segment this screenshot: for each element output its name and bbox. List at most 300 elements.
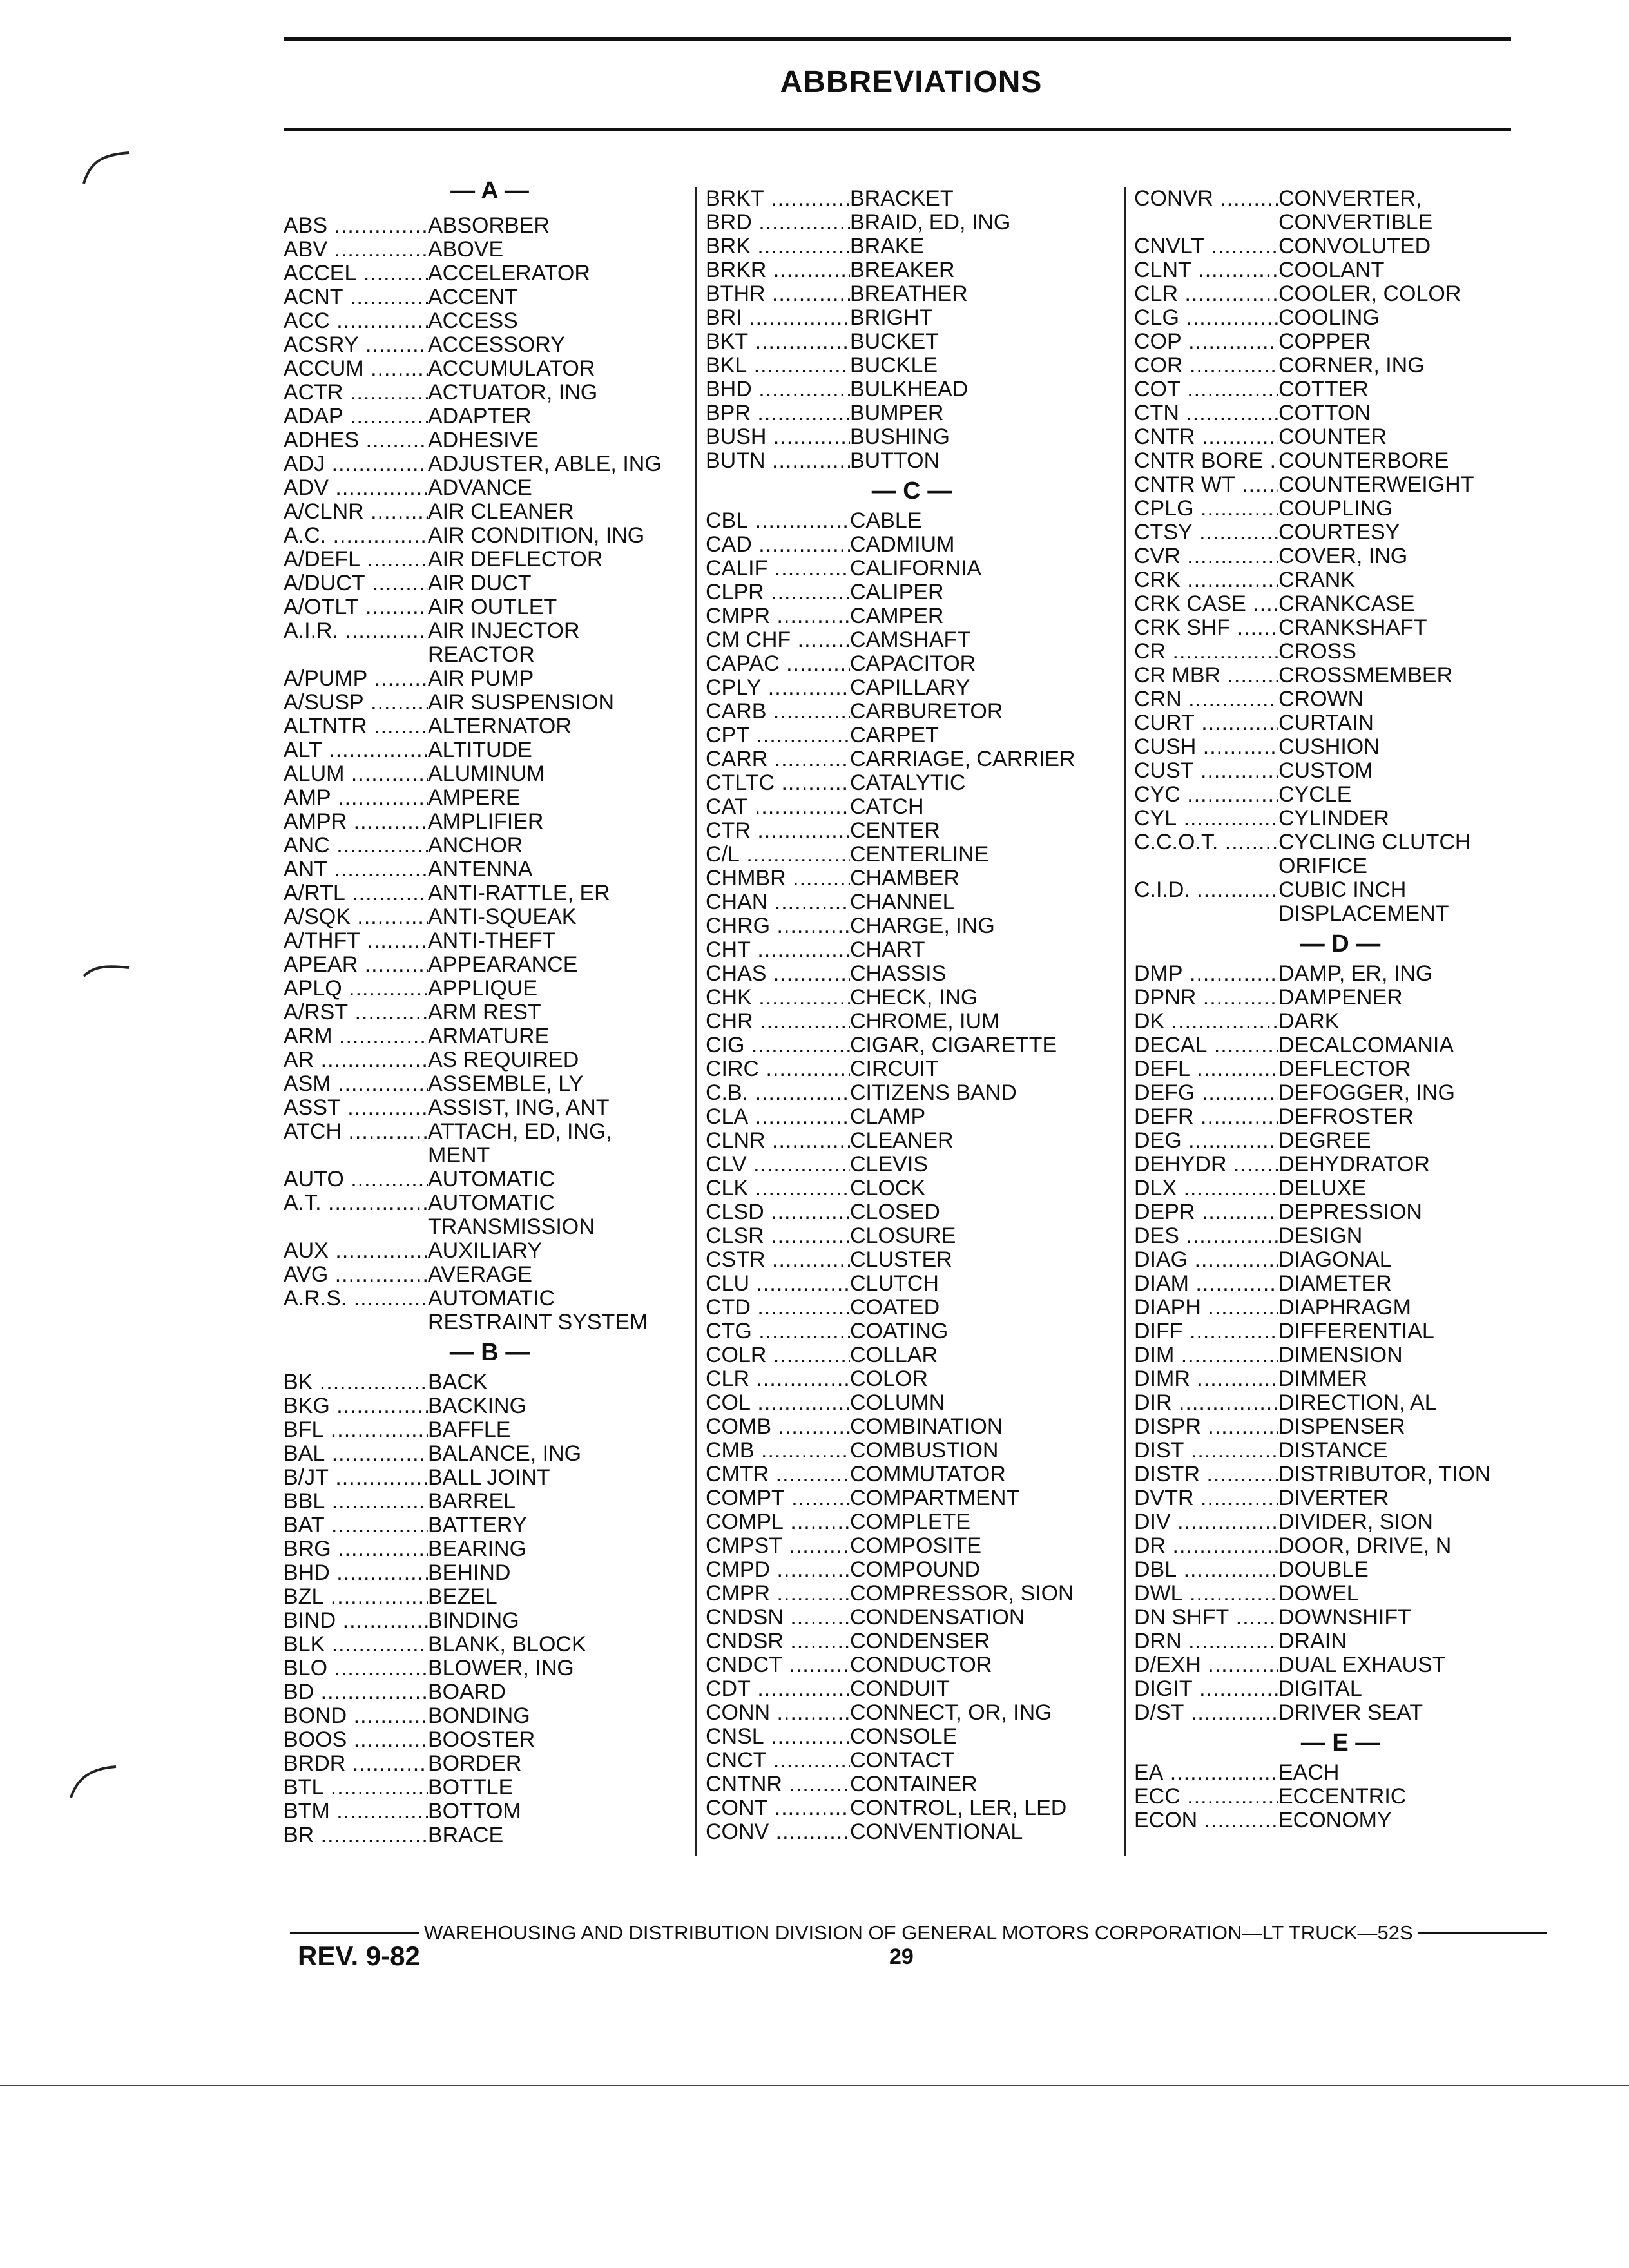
abbreviation-entry — [706, 986, 1118, 1010]
abbreviation-code: DIFF ..... — [1134, 1320, 1278, 1343]
abbreviation-entry — [1134, 664, 1547, 687]
abbreviation-definition: CHAMBER — [850, 866, 960, 890]
abbreviation-definition: ABOVE — [428, 237, 504, 262]
abbreviation-code: ATCH ..... — [284, 1120, 428, 1168]
abbreviation-code: CNTR ..... — [1134, 425, 1278, 449]
abbreviation-definition: CUSHION — [1278, 735, 1380, 759]
abbreviation-code: CMTR ..... — [706, 1463, 850, 1486]
abbreviation-entry — [706, 1391, 1118, 1415]
abbreviation-entry — [706, 1105, 1118, 1129]
abbreviation-code: AMP ..... — [284, 786, 428, 810]
abbreviation-definition: BOOSTER — [428, 1727, 535, 1752]
abbreviation-entry — [1134, 1534, 1547, 1558]
abbreviation-definition: EACH — [1278, 1760, 1340, 1785]
abbreviation-definition: DEFLECTOR — [1278, 1057, 1411, 1081]
abbreviation-definition: DEGREE — [1278, 1128, 1371, 1153]
abbreviation-code: CLR ..... — [706, 1367, 850, 1391]
abbreviation-entry — [1134, 1296, 1547, 1320]
abbreviation-entry — [284, 881, 696, 905]
abbreviation-definition: CRANKCASE — [1278, 591, 1415, 616]
abbreviation-definition: AMPLIFIER — [428, 809, 544, 834]
abbreviation-code: CALIF ..... — [706, 557, 850, 581]
abbreviation-code: CHR ..... — [706, 1010, 850, 1033]
abbreviation-code: C.I.D. ..... — [1134, 878, 1278, 926]
abbreviation-code: DIR ..... — [1134, 1391, 1278, 1415]
abbreviation-entry — [1134, 568, 1547, 592]
abbreviation-entry — [1134, 1177, 1547, 1200]
abbreviation-code: BOND ..... — [284, 1704, 428, 1728]
abbreviation-definition: DIVIDER, SION — [1278, 1510, 1433, 1534]
abbreviation-definition: CARPET — [850, 723, 939, 747]
abbreviation-definition: AUTOMATIC TRANSMISSION — [428, 1191, 595, 1239]
abbreviation-definition: CONTROL, LER, LED — [850, 1796, 1067, 1820]
abbreviation-code: DIAG ..... — [1134, 1248, 1278, 1272]
abbreviation-entry — [706, 1272, 1118, 1296]
abbreviation-definition: CYCLE — [1278, 782, 1352, 807]
abbreviation-entry — [1134, 1510, 1547, 1534]
abbreviation-definition: DEFOGGER, ING — [1278, 1081, 1455, 1105]
abbreviation-entry — [1134, 521, 1547, 544]
abbreviation-code: CPLY ..... — [706, 676, 850, 700]
abbreviation-entry — [1134, 735, 1547, 759]
abbreviation-entry — [284, 1466, 696, 1490]
abbreviation-entry — [1134, 449, 1547, 473]
abbreviation-code: A.C. ..... — [284, 524, 428, 548]
abbreviation-entry — [1134, 1343, 1547, 1367]
abbreviation-definition: CYLINDER — [1278, 806, 1389, 831]
abbreviation-code: ADJ ..... — [284, 452, 428, 476]
abbreviation-entry — [706, 1200, 1118, 1224]
abbreviation-entry — [706, 1749, 1118, 1773]
abbreviation-entry — [1134, 1606, 1547, 1629]
abbreviation-code: CHMBR ..... — [706, 867, 850, 890]
abbreviation-definition: ACCELERATOR — [428, 261, 590, 285]
abbreviation-code: DIAM ..... — [1134, 1272, 1278, 1296]
abbreviation-definition: AUXILIARY — [428, 1238, 543, 1263]
abbreviation-entry — [1134, 401, 1547, 425]
abbreviation-definition: CONVERTER, CONVERTIBLE — [1278, 186, 1433, 235]
abbreviation-entry — [284, 1096, 696, 1120]
abbreviation-code: BR ..... — [284, 1823, 428, 1847]
abbreviation-code: ANC ..... — [284, 834, 428, 858]
abbreviation-code: C.C.O.T. ..... — [1134, 831, 1278, 878]
abbreviation-code: A/DEFL ..... — [284, 548, 428, 572]
abbreviation-entry — [284, 1072, 696, 1096]
abbreviation-definition: DIAMETER — [1278, 1271, 1392, 1296]
abbreviation-code: A.R.S. ..... — [284, 1287, 428, 1334]
abbreviation-entry — [284, 1680, 696, 1704]
abbreviation-definition: CALIFORNIA — [850, 556, 982, 581]
abbreviation-code: DEHYDR ..... — [1134, 1153, 1278, 1177]
abbreviation-definition: CABLE — [850, 508, 922, 533]
abbreviation-definition: AS REQUIRED — [428, 1048, 579, 1072]
abbreviation-definition: BUCKLE — [850, 353, 938, 378]
abbreviation-code: A.T. ..... — [284, 1191, 428, 1239]
abbreviation-entry — [284, 810, 696, 834]
abbreviation-definition: CHROME, IUM — [850, 1009, 1000, 1033]
abbreviation-code: CTG ..... — [706, 1320, 850, 1343]
abbreviation-code: AVG ..... — [284, 1263, 428, 1287]
abbreviation-entry — [706, 509, 1118, 533]
abbreviation-entry — [284, 1418, 696, 1442]
abbreviation-code: BRKR ..... — [706, 258, 850, 282]
abbreviation-code: COP ..... — [1134, 330, 1278, 354]
abbreviation-code: CNDSR ..... — [706, 1629, 850, 1653]
abbreviation-entry — [1134, 962, 1547, 986]
abbreviation-entry — [1134, 759, 1547, 783]
abbreviation-definition: CHASSIS — [850, 961, 947, 986]
abbreviation-code: A/DUCT ..... — [284, 572, 428, 595]
abbreviation-entry — [706, 330, 1118, 354]
abbreviation-code: CNVLT ..... — [1134, 235, 1278, 258]
abbreviation-definition: CENTERLINE — [850, 842, 989, 867]
abbreviation-entry — [284, 1776, 696, 1800]
abbreviation-entry — [1134, 1248, 1547, 1272]
abbreviation-code: COL ..... — [706, 1391, 850, 1415]
abbreviation-definition: CONDUIT — [850, 1677, 950, 1701]
revision-label: REV. 9-82 — [298, 1941, 420, 1971]
abbreviation-definition: BAFFLE — [428, 1418, 511, 1442]
abbreviation-entry — [706, 867, 1118, 890]
abbreviation-entry — [284, 1657, 696, 1680]
abbreviation-definition: COOLANT — [1278, 258, 1385, 282]
abbreviation-definition: COMPLETE — [850, 1510, 971, 1534]
abbreviation-column-2 — [706, 187, 1118, 1844]
abbreviation-entry — [706, 628, 1118, 652]
abbreviation-definition: ACCESSORY — [428, 332, 565, 357]
abbreviation-entry — [1134, 187, 1547, 235]
abbreviation-definition: DEHYDRATOR — [1278, 1152, 1430, 1177]
abbreviation-code: CNSL ..... — [706, 1725, 850, 1749]
abbreviation-code: ASM ..... — [284, 1072, 428, 1096]
footer-rule-right — [1418, 1932, 1547, 1934]
abbreviation-code: CRK CASE ..... — [1134, 592, 1278, 616]
abbreviation-code: A/PUMP ..... — [284, 667, 428, 691]
abbreviation-entry — [284, 1287, 696, 1334]
abbreviation-entry — [284, 1514, 696, 1537]
abbreviation-definition: CONTAINER — [850, 1772, 978, 1796]
abbreviation-definition: AIR INJECTOR REACTOR — [428, 619, 580, 667]
abbreviation-definition: CLOSURE — [850, 1224, 956, 1248]
abbreviation-entry — [706, 1367, 1118, 1391]
abbreviation-entry — [706, 1129, 1118, 1153]
abbreviation-entry — [706, 1677, 1118, 1701]
abbreviation-definition: DIMENSION — [1278, 1343, 1403, 1367]
abbreviation-entry — [284, 500, 696, 524]
abbreviation-entry — [1134, 878, 1547, 926]
abbreviation-definition: CLUSTER — [850, 1247, 952, 1272]
abbreviation-code: AR ..... — [284, 1048, 428, 1072]
abbreviation-code: COT ..... — [1134, 378, 1278, 401]
abbreviation-entry — [284, 214, 696, 238]
abbreviation-entry — [284, 834, 696, 858]
abbreviation-definition: ACTUATOR, ING — [428, 380, 598, 405]
abbreviation-code: ADV ..... — [284, 476, 428, 500]
abbreviation-entry — [706, 1224, 1118, 1248]
abbreviation-definition: CAMPER — [850, 604, 944, 628]
abbreviation-entry — [1134, 473, 1547, 497]
abbreviation-code: BAT ..... — [284, 1514, 428, 1537]
abbreviation-code: BUTN ..... — [706, 449, 850, 473]
abbreviation-entry — [1134, 1057, 1547, 1081]
abbreviation-entry — [1134, 1391, 1547, 1415]
abbreviation-code: DK ..... — [1134, 1010, 1278, 1033]
abbreviation-definition: CHART — [850, 937, 925, 962]
abbreviation-code: CARR ..... — [706, 747, 850, 771]
abbreviation-code: DEFR ..... — [1134, 1105, 1278, 1129]
abbreviation-definition: CROWN — [1278, 687, 1364, 711]
abbreviation-entry — [706, 425, 1118, 449]
abbreviation-entry — [1134, 1415, 1547, 1439]
abbreviation-code: BKL ..... — [706, 354, 850, 378]
abbreviation-entry — [1134, 235, 1547, 258]
abbreviation-definition: DIGITAL — [1278, 1677, 1362, 1701]
abbreviation-code: CNTNR ..... — [706, 1773, 850, 1796]
abbreviation-entry — [706, 258, 1118, 282]
abbreviation-entry — [284, 1752, 696, 1776]
abbreviation-code: CLK ..... — [706, 1177, 850, 1200]
abbreviation-definition: DOWEL — [1278, 1581, 1359, 1606]
abbreviation-code: CLG ..... — [1134, 306, 1278, 330]
abbreviation-entry — [1134, 1033, 1547, 1057]
abbreviation-definition: CIGAR, CIGARETTE — [850, 1033, 1057, 1057]
abbreviation-code: CARB ..... — [706, 700, 850, 724]
abbreviation-definition: COMMUTATOR — [850, 1462, 1006, 1486]
abbreviation-entry — [284, 1001, 696, 1024]
abbreviation-entry — [284, 595, 696, 619]
abbreviation-entry — [284, 357, 696, 381]
abbreviation-definition: ACCUMULATOR — [428, 356, 595, 381]
abbreviation-definition: COUNTERWEIGHT — [1278, 472, 1474, 497]
abbreviation-entry — [1134, 1582, 1547, 1606]
abbreviation-code: A/THFT ..... — [284, 929, 428, 953]
abbreviation-code: CR MBR ..... — [1134, 664, 1278, 687]
abbreviation-code: DIV ..... — [1134, 1510, 1278, 1534]
abbreviation-definition: CRANK — [1278, 568, 1356, 592]
abbreviation-code: ALT ..... — [284, 738, 428, 762]
abbreviation-definition: ADJUSTER, ABLE, ING — [428, 452, 662, 476]
abbreviation-entry — [1134, 1701, 1547, 1725]
abbreviation-code: DEFL ..... — [1134, 1057, 1278, 1081]
abbreviation-code: CHT ..... — [706, 938, 850, 962]
abbreviation-definition: APPLIQUE — [428, 976, 538, 1001]
abbreviation-code: APEAR ..... — [284, 953, 428, 977]
abbreviation-code: CYC ..... — [1134, 783, 1278, 807]
abbreviation-entry — [284, 1537, 696, 1561]
abbreviation-definition: DELUXE — [1278, 1176, 1367, 1200]
abbreviation-code: CURT ..... — [1134, 711, 1278, 735]
abbreviation-entry — [1134, 1224, 1547, 1248]
abbreviation-code: CTLTC ..... — [706, 771, 850, 795]
abbreviation-entry — [1134, 1367, 1547, 1391]
abbreviation-code: CLR ..... — [1134, 282, 1278, 306]
abbreviation-code: ACCUM ..... — [284, 357, 428, 381]
abbreviation-entry — [706, 211, 1118, 235]
abbreviation-entry — [284, 238, 696, 262]
abbreviation-code: CRK SHF ..... — [1134, 616, 1278, 640]
abbreviation-code: CONN ..... — [706, 1701, 850, 1725]
abbreviation-entry — [706, 1653, 1118, 1677]
abbreviation-definition: DOWNSHIFT — [1278, 1605, 1411, 1629]
abbreviation-definition: BREATHER — [850, 282, 968, 306]
abbreviation-entry — [706, 1725, 1118, 1749]
abbreviation-definition: ANTI-RATTLE, ER — [428, 881, 610, 905]
abbreviation-entry — [1134, 986, 1547, 1010]
abbreviation-code: ECC ..... — [1134, 1785, 1278, 1809]
page-title: ABBREVIATIONS — [780, 65, 1043, 99]
abbreviation-entry — [706, 1153, 1118, 1177]
abbreviation-entry — [706, 1629, 1118, 1653]
abbreviation-definition: COUNTER — [1278, 425, 1387, 449]
footer-text: WAREHOUSING AND DISTRIBUTION DIVISION OF GENERAL MOTORS CORPORATION—LT TRUCK—52S — [424, 1921, 1413, 1944]
abbreviation-entry — [284, 1120, 696, 1168]
abbreviation-code: DISTR ..... — [1134, 1463, 1278, 1486]
abbreviation-code: ACSRY ..... — [284, 333, 428, 357]
abbreviation-definition: BRAKE — [850, 234, 925, 258]
abbreviation-definition: COOLER, COLOR — [1278, 282, 1461, 306]
abbreviation-definition: DOUBLE — [1278, 1557, 1369, 1582]
abbreviation-code: BHD ..... — [284, 1561, 428, 1585]
abbreviation-code: CNDSN ..... — [706, 1606, 850, 1629]
abbreviation-code: ARM ..... — [284, 1024, 428, 1048]
abbreviation-code: CIG ..... — [706, 1033, 850, 1057]
abbreviation-definition: DESIGN — [1278, 1224, 1363, 1248]
abbreviation-entry — [1134, 640, 1547, 664]
abbreviation-entry — [706, 1296, 1118, 1320]
abbreviation-entry — [706, 604, 1118, 628]
abbreviation-entry — [706, 401, 1118, 425]
abbreviation-code: BPR ..... — [706, 401, 850, 425]
abbreviation-definition: COTTON — [1278, 401, 1371, 425]
abbreviation-definition: CADMIUM — [850, 532, 955, 557]
abbreviation-definition: ACCENT — [428, 285, 518, 309]
abbreviation-definition: BLOWER, ING — [428, 1656, 574, 1680]
abbreviation-code: DISPR ..... — [1134, 1415, 1278, 1439]
abbreviation-entry — [1134, 497, 1547, 521]
abbreviation-entry — [1134, 1081, 1547, 1105]
abbreviation-definition: ANTENNA — [428, 857, 533, 881]
abbreviation-code: DN SHFT ..... — [1134, 1606, 1278, 1629]
abbreviation-code: CTSY ..... — [1134, 521, 1278, 544]
abbreviation-definition: DEPRESSION — [1278, 1200, 1422, 1224]
abbreviation-definition: COATED — [850, 1295, 940, 1320]
abbreviation-definition: COOLING — [1278, 305, 1380, 330]
abbreviation-entry — [284, 381, 696, 405]
section-header: — B — — [449, 1339, 530, 1366]
abbreviation-entry — [1134, 616, 1547, 640]
abbreviation-entry — [706, 962, 1118, 986]
abbreviation-entry — [1134, 1629, 1547, 1653]
abbreviation-code: BIND ..... — [284, 1609, 428, 1633]
abbreviation-code: BTL ..... — [284, 1776, 428, 1800]
abbreviation-code: ACNT ..... — [284, 285, 428, 309]
abbreviation-entry — [284, 953, 696, 977]
abbreviation-code: CAT ..... — [706, 795, 850, 819]
abbreviation-code: A/SUSP ..... — [284, 691, 428, 715]
abbreviation-code: CLNT ..... — [1134, 258, 1278, 282]
abbreviation-code: CSTR ..... — [706, 1248, 850, 1272]
abbreviation-definition: CONDENSATION — [850, 1605, 1025, 1629]
abbreviation-entry — [284, 333, 696, 357]
abbreviation-entry — [706, 819, 1118, 843]
abbreviation-definition: CLOSED — [850, 1200, 940, 1224]
abbreviation-entry — [1134, 1010, 1547, 1033]
abbreviation-entry — [284, 1823, 696, 1847]
abbreviation-definition: ALTERNATOR — [428, 714, 572, 738]
abbreviation-code: DBL ..... — [1134, 1558, 1278, 1582]
abbreviation-code: ALUM ..... — [284, 762, 428, 786]
abbreviation-entry — [706, 1582, 1118, 1606]
abbreviation-code: COR ..... — [1134, 354, 1278, 378]
abbreviation-definition: BRAID, ED, ING — [850, 210, 1011, 235]
abbreviation-entry — [1134, 1153, 1547, 1177]
abbreviation-entry — [284, 977, 696, 1001]
scan-edge-line — [0, 2085, 1629, 2086]
abbreviation-code: BOOS ..... — [284, 1728, 428, 1752]
abbreviation-definition: COURTESY — [1278, 520, 1400, 544]
abbreviation-definition: BEHIND — [428, 1561, 511, 1585]
abbreviation-entry — [284, 715, 696, 738]
abbreviation-entry — [1134, 1129, 1547, 1153]
abbreviation-definition: DEFROSTER — [1278, 1104, 1414, 1129]
abbreviation-code: BUSH ..... — [706, 425, 850, 449]
margin-pencil-mark — [64, 1753, 122, 1804]
abbreviation-entry — [706, 1773, 1118, 1796]
abbreviation-code: DIGIT ..... — [1134, 1677, 1278, 1701]
abbreviation-entry — [284, 1728, 696, 1752]
abbreviation-code: ALTNTR ..... — [284, 715, 428, 738]
abbreviation-entry — [1134, 306, 1547, 330]
abbreviation-code: AMPR ..... — [284, 810, 428, 834]
abbreviation-code: A/RTL ..... — [284, 881, 428, 905]
abbreviation-code: CHAS ..... — [706, 962, 850, 986]
abbreviation-entry — [284, 1263, 696, 1287]
abbreviation-code: AUTO ..... — [284, 1168, 428, 1191]
abbreviation-definition: BRACE — [428, 1823, 504, 1847]
abbreviation-code: CLNR ..... — [706, 1129, 850, 1153]
abbreviation-entry — [706, 747, 1118, 771]
abbreviation-definition: DOOR, DRIVE, N — [1278, 1533, 1452, 1558]
abbreviation-entry — [284, 905, 696, 929]
abbreviation-code: DMP ..... — [1134, 962, 1278, 986]
abbreviation-entry — [1134, 1677, 1547, 1701]
abbreviation-definition: ADAPTER — [428, 404, 532, 428]
abbreviation-definition: COLOR — [850, 1367, 928, 1391]
abbreviation-code: CMPR ..... — [706, 1582, 850, 1606]
abbreviation-code: A.I.R. ..... — [284, 619, 428, 667]
abbreviation-code: CTD ..... — [706, 1296, 850, 1320]
abbreviation-entry — [706, 795, 1118, 819]
abbreviation-entry — [706, 1439, 1118, 1463]
abbreviation-definition: DISTRIBUTOR, TION — [1278, 1462, 1491, 1486]
abbreviation-definition: ABSORBER — [428, 213, 550, 238]
abbreviation-definition: CLAMP — [850, 1104, 926, 1129]
abbreviation-definition: BONDING — [428, 1704, 530, 1728]
abbreviation-entry — [706, 1510, 1118, 1534]
abbreviation-code: ADAP ..... — [284, 405, 428, 428]
abbreviation-code: CHRG ..... — [706, 914, 850, 938]
abbreviation-definition: CROSSMEMBER — [1278, 663, 1453, 687]
abbreviation-definition: BULKHEAD — [850, 377, 969, 401]
abbreviation-definition: BACK — [428, 1370, 488, 1394]
abbreviation-definition: DAMP, ER, ING — [1278, 961, 1433, 986]
abbreviation-code: BRKT ..... — [706, 187, 850, 211]
abbreviation-definition: CARRIAGE, CARRIER — [850, 747, 1075, 771]
abbreviation-code: CONV ..... — [706, 1820, 850, 1844]
abbreviation-definition: CHECK, ING — [850, 985, 978, 1010]
abbreviation-code: BKT ..... — [706, 330, 850, 354]
abbreviation-code: CTN ..... — [1134, 401, 1278, 425]
